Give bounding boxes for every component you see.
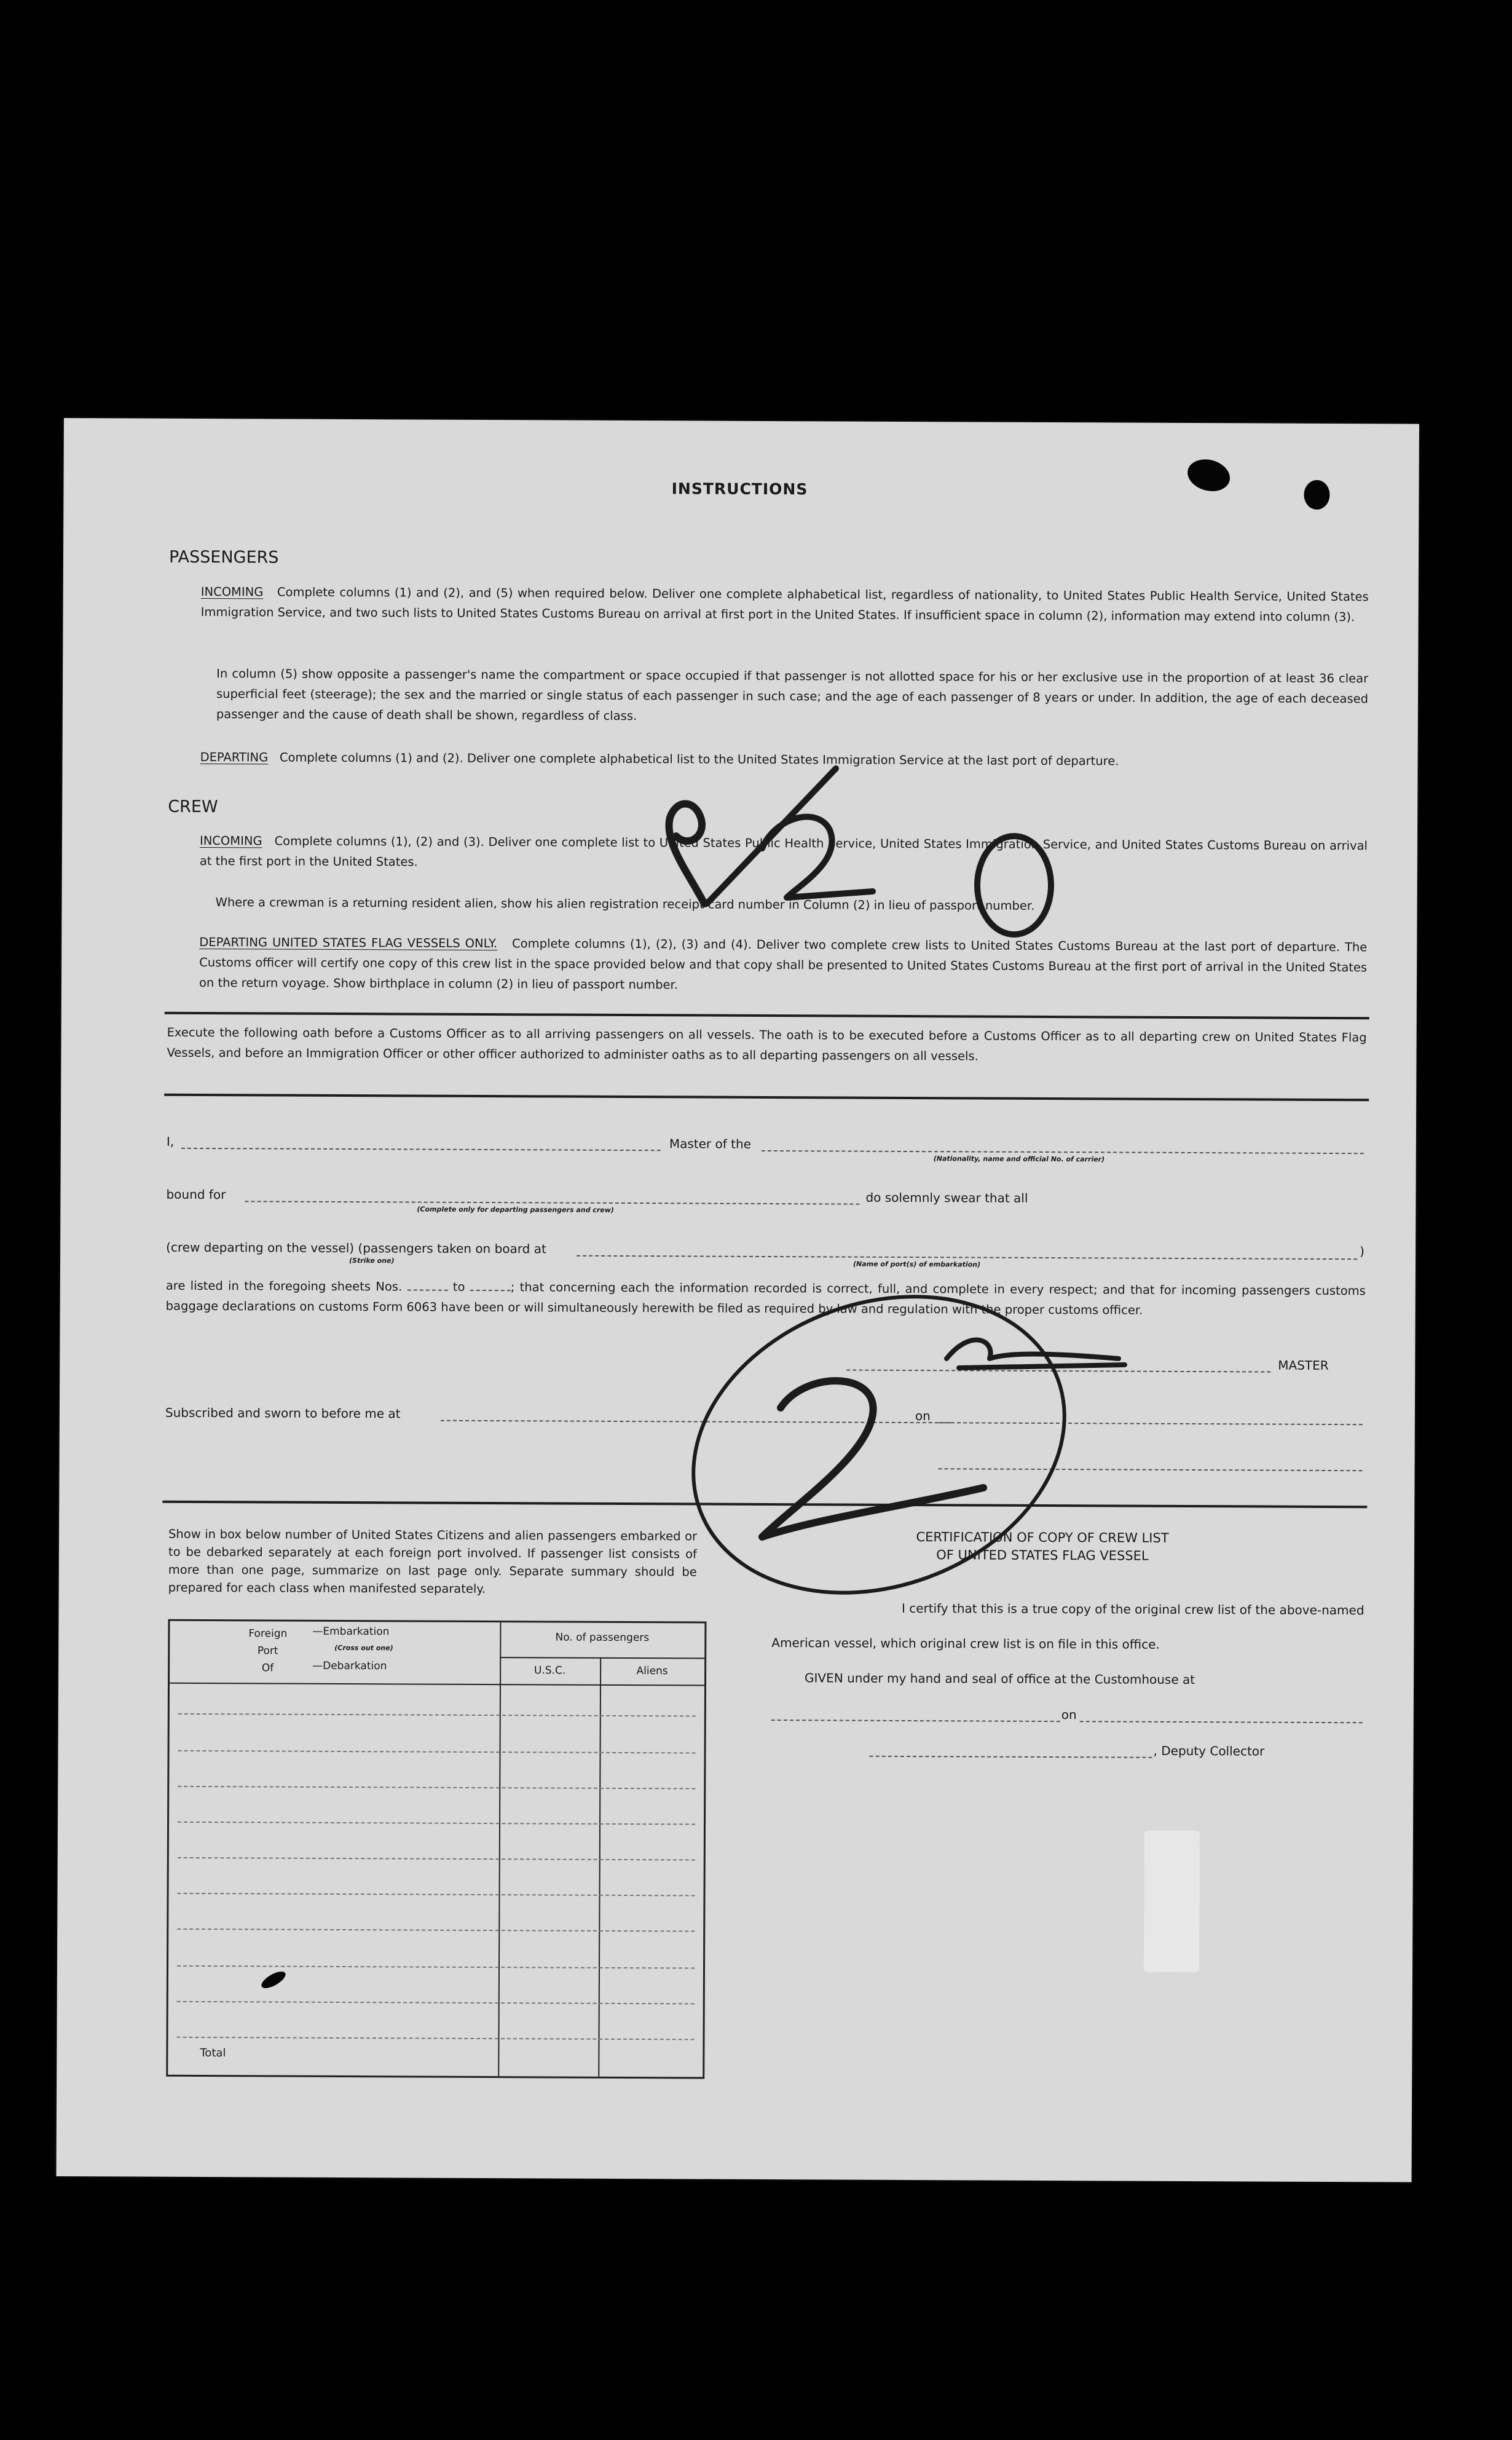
bound-note: (Complete only for departing passengers and crew) [417, 1205, 614, 1214]
debarkation-label: —Debarkation [312, 1659, 387, 1673]
strike-note: (Strike one) [348, 1257, 395, 1265]
total-label: Total [200, 2046, 226, 2060]
cert-on-label: on [1061, 1707, 1077, 1723]
departing-label: DEPARTING [200, 749, 269, 765]
column5-paragraph: In column (5) show opposite a passenger's name the compartment or space occupied if that passenger is not allotted space for his or her exclusive use in the proportion of at least 36 clear superficial feet (steerage); the sex and the married or single status of each passenger in such case; and the age of each passenger of 8 years or under. In addition, the age of each deceased passenger and the cause of death shall be shown, regardless of class. [216, 666, 1369, 724]
certify-text-b: American vessel, which original crew list is on file in this office. [771, 1635, 1160, 1652]
certification-title-line1: CERTIFICATION OF COPY OF CREW LIST [916, 1530, 1169, 1546]
page-title: INSTRUCTIONS [671, 480, 808, 499]
swear-label: do solemnly swear that all [865, 1190, 1028, 1206]
cross-out-note: (Cross out one) [334, 1643, 393, 1652]
crew-departing-text: Complete columns (1), (2), (3) and (4). Deliver two complete crew lists to United States Customs Bureau at the last port of departure. The Customs officer will certify one copy of this crew list in the space provided below and that copy shall be presented to United States Customs Bureau at the first port of arrival in the United States on the return voyage. Show birthplace in column (2) in lieu of passport number. [199, 936, 1368, 992]
listed-to: to [452, 1279, 465, 1294]
handwritten-circle [652, 1247, 1106, 1643]
oath-instruction: Execute the following oath before a Customs Officer as to all arriving passengers on all vessels. The oath is to be executed before a Customs Officer as to all departing crew on United States Flag Vessels, and before an Immigration Officer or other officer authorized to administer oaths as to all departing passengers on all vessels. [167, 1025, 1367, 1064]
crew-departing-label: DEPARTING UNITED STATES FLAG VESSELS ONLY. [199, 934, 498, 951]
crew-departing-label: (crew departing on the vessel) (passengers taken on board at [166, 1239, 546, 1257]
crew-incoming-label: INCOMING [199, 833, 262, 848]
no-of-passengers-header: No. of passengers [555, 1631, 650, 1644]
handwritten-circled-number [762, 1381, 983, 1537]
foreign-label: Foreign [248, 1627, 288, 1640]
crew-heading: CREW [168, 797, 218, 817]
passengers-heading: PASSENGERS [168, 547, 279, 567]
summary-paragraph: Show in box below number of United States Citizens and alien passengers embarked or to be debarked separately at each foreign port involved. If passenger list consists of more than one page, summarize on last page only. Separate summary should be prepared for each class when manifested separately. [168, 1526, 698, 1597]
bound-for-label: bound for [166, 1186, 226, 1202]
port-label: Port [257, 1644, 278, 1657]
handwritten-six [669, 804, 704, 904]
of-label: Of [261, 1662, 274, 1675]
crew-incoming-text: Complete columns (1), (2) and (3). Deliver one complete list to United States Public Health Service, United States Immigration Service, and United States Customs Bureau on arrival at the first port in the United States. [199, 834, 1368, 869]
master-of-label: Master of the [669, 1136, 752, 1151]
deputy-collector-label: , Deputy Collector [1153, 1743, 1265, 1759]
departing-text: Complete columns (1) and (2). Deliver one complete alphabetical list to the United States Immigration Service at the last port of departure. [279, 750, 1119, 768]
certification-title-line2: OF UNITED STATES FLAG VESSEL [936, 1547, 1149, 1563]
handwritten-two [762, 817, 873, 898]
ports-note: (Name of port(s) of embarkation) [852, 1260, 981, 1269]
usc-header: U.S.C. [534, 1664, 566, 1677]
certify-text-a: I certify that this is a true copy of the original crew list of the above-named [901, 1600, 1364, 1618]
close-paren: ) [1360, 1244, 1364, 1259]
listed-text-b: ; that concerning each the information recorded is correct, full, and complete in every respect; and that for incoming passengers customs baggage declarations on customs Form 6063 have been or will simultaneously herewith be filed as required by law and regulation with the proper customs officer. [165, 1280, 1366, 1317]
master-label: MASTER [1278, 1357, 1329, 1373]
handwritten-zero [977, 836, 1051, 934]
listed-text-a: are listed in the foregoing sheets Nos. [165, 1278, 403, 1294]
sworn-on-label: on [915, 1408, 931, 1424]
given-text: GIVEN under my hand and seal of office at the Customhouse at [805, 1670, 1195, 1688]
aliens-header: Aliens [636, 1665, 668, 1678]
incoming-text: Complete columns (1) and (2), and (5) when required below. Deliver one complete alphabetical list, regardless of nationality, to United States Public Health Service, United States Immigration Service, and two such lists to United States Customs Bureau on arrival at first port in the United States. If insufficient space in column (2), information may extend into column (3). [200, 585, 1369, 625]
embarkation-label: —Embarkation [312, 1625, 390, 1638]
carrier-note: (Nationality, name and official No. of carrier) [933, 1155, 1105, 1164]
incoming-label: INCOMING [200, 584, 264, 599]
resident-alien-paragraph: Where a crewman is a returning resident alien, show his alien registration receipt card number in Column (2) in lieu of passport number. [215, 895, 1035, 913]
subscribed-label: Subscribed and sworn to before me at [165, 1405, 401, 1421]
oath-i-label: I, [166, 1134, 175, 1149]
